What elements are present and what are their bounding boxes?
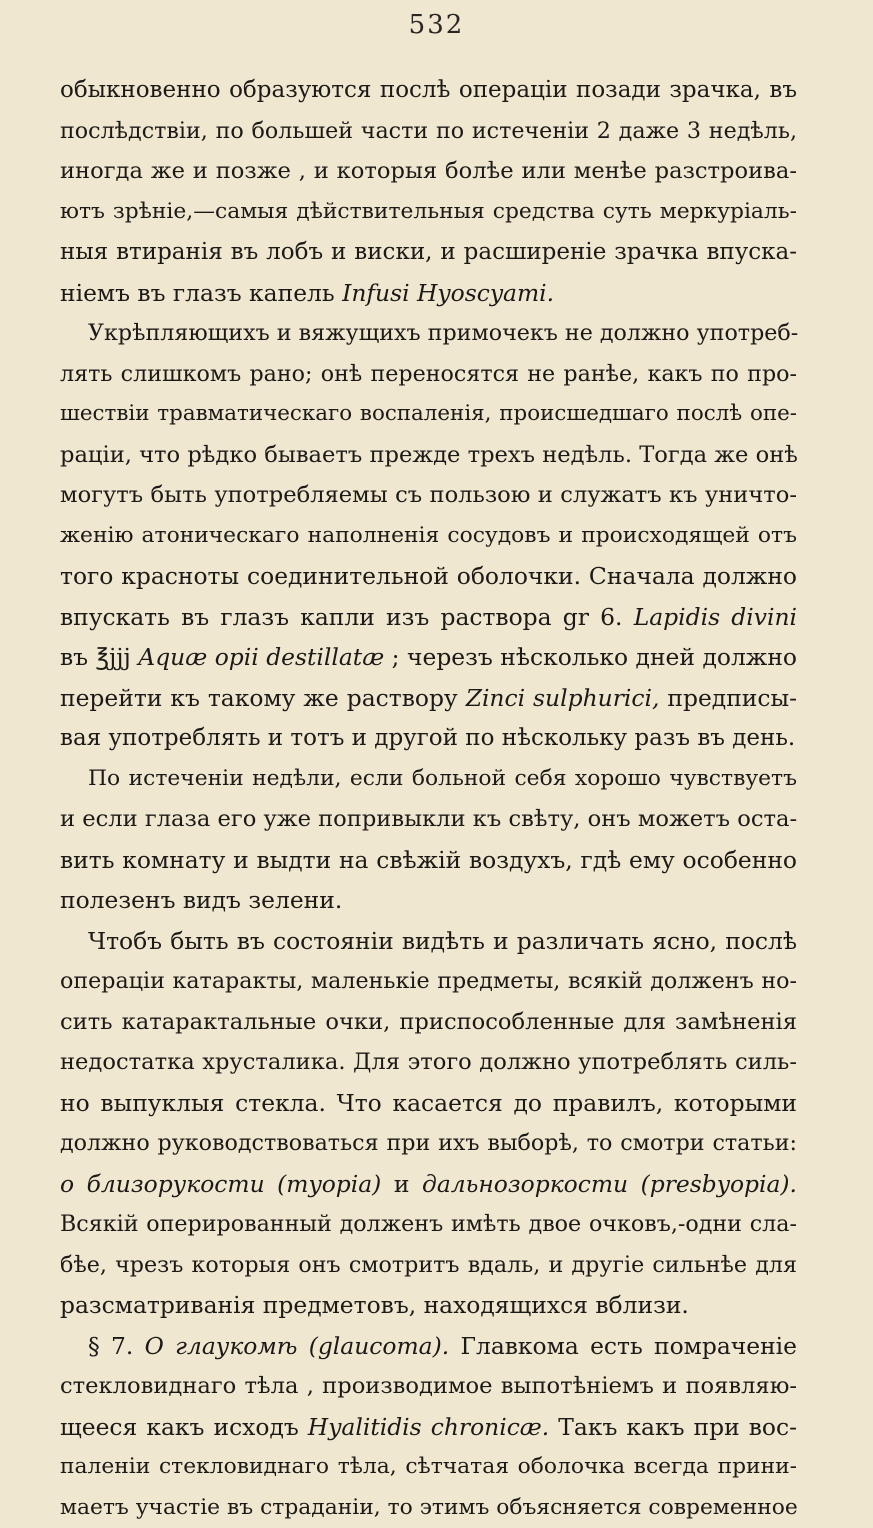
text-segment: ныя втиранія въ лобъ и виски, и расширеніе зрачка впуска- [60, 239, 797, 265]
text-segment: ютъ зрѣніе,—самыя дѣйствительныя средства суть меркуріаль- [60, 198, 797, 224]
text-line [60, 475, 797, 515]
text-line [88, 921, 797, 961]
text-segment: стекловиднаго тѣла , производимое выпотѣніемъ и появляю- [60, 1373, 797, 1399]
text-segment: послѣдствіи, по большей части по истеченіи 2 даже 3 недѣль, [60, 117, 797, 144]
text-line [60, 273, 797, 313]
text-line [88, 1326, 797, 1366]
text-segment: По истеченіи недѣли, если больной себя хорошо чувствуетъ [88, 765, 797, 791]
text-line [60, 1042, 797, 1082]
italic-text-segment: дальнозоркости (presbyopia). [422, 1169, 797, 1198]
text-segment: ; черезъ нѣсколько дней должно [384, 643, 797, 671]
text-segment: и если глаза его уже попривыкли къ свѣту, онъ можетъ оста- [60, 806, 798, 832]
text-line [60, 799, 797, 839]
italic-text-segment: Lapidis divini [633, 602, 797, 631]
text-segment: Укрѣпляющихъ и вяжущихъ примочекъ не должно употреб- [88, 320, 799, 346]
text-segment: сить катарактальные очки, приспособленные для замѣненія [60, 1008, 797, 1035]
text-line [60, 1083, 797, 1123]
text-segment: Главкома есть помраченіе [449, 1331, 797, 1360]
text-segment: перейти къ такому же раствору [60, 683, 466, 712]
text-line [60, 111, 797, 151]
text-line [60, 880, 797, 920]
text-segment: того красноты соединительной оболочки. Сначала должно [60, 562, 797, 590]
text-line [60, 1002, 797, 1042]
text-segment: иногда же и позже , и которыя болѣе или менѣе разстроива- [60, 158, 797, 184]
text-line [60, 961, 797, 1001]
text-line [60, 1164, 797, 1204]
text-line [60, 1407, 797, 1447]
text-segment: операціи катаракты, маленькіе предметы, всякій долженъ но- [60, 968, 797, 994]
text-segment: женію атоническаго наполненія сосудовъ и происходящей отъ [60, 522, 797, 548]
text-line [60, 597, 797, 637]
text-segment: ніемъ въ глазъ капель [60, 278, 343, 307]
text-segment: обыкновенно образуются послѣ операціи позади зрачка, въ [60, 77, 797, 103]
text-line [60, 394, 797, 434]
page-number: 532 [408, 10, 465, 40]
text-line [60, 1245, 797, 1285]
text-segment: но выпуклыя стекла. Что касается до правилъ, которыми [60, 1088, 797, 1117]
text-line [60, 1488, 797, 1528]
text-line [60, 1285, 797, 1325]
text-segment: вая употреблять и тотъ и другой по нѣскольку разъ въ день. [60, 725, 796, 751]
text-line [60, 1447, 797, 1487]
italic-text-segment: Infusi Hyoscyami. [342, 278, 555, 307]
text-line [60, 1204, 797, 1244]
text-line [60, 516, 797, 556]
text-segment: предписы- [659, 683, 797, 712]
italic-text-segment: Aquæ opii destillatæ [138, 643, 385, 671]
text-segment: могутъ быть употребляемы съ пользою и служатъ къ уничто- [60, 482, 797, 508]
text-line [60, 1366, 797, 1406]
text-segment: паленіи стекловиднаго тѣла, сѣтчатая оболочка всегда прини- [60, 1454, 797, 1479]
text-line [60, 151, 797, 191]
text-line [60, 70, 797, 110]
text-segment: недостатка хрусталика. Для этого должно употреблять силь- [60, 1049, 797, 1075]
text-segment: въ ℥jjj [60, 643, 139, 671]
text-line [88, 759, 797, 799]
italic-text-segment: О глаукомѣ (glaucoma). [144, 1331, 450, 1360]
text-segment: Такъ какъ при вос- [549, 1412, 797, 1441]
text-line [60, 1123, 797, 1163]
italic-text-segment: о близорукости (myopia) [60, 1169, 382, 1198]
text-segment: вить комнату и выдти на свѣжій воздухъ, гдѣ ему особенно [60, 845, 797, 874]
text-line [60, 232, 797, 272]
text-line [60, 678, 797, 718]
text-segment: маетъ участіе въ страданіи, то этимъ объясняется современное [60, 1494, 798, 1520]
text-segment: Всякій оперированный долженъ имѣть двое очковъ,-одни сла- [60, 1211, 797, 1237]
text-line [60, 840, 797, 880]
italic-text-segment: Zinci sulphurici, [465, 683, 660, 712]
text-segment: § 7. [88, 1331, 145, 1360]
text-segment: Чтобъ быть въ состояніи видѣть и различать ясно, послѣ [88, 926, 797, 955]
text-line [60, 435, 797, 475]
text-segment: щееся какъ исходъ [60, 1412, 308, 1441]
text-segment: лять слишкомъ рано; онѣ переносятся не ранѣе, какъ по про- [60, 360, 797, 387]
text-segment: разсматриванія предметовъ, находящихся вблизи. [60, 1291, 689, 1319]
text-line [60, 354, 797, 394]
italic-text-segment: Hyalitidis chronicæ. [307, 1412, 550, 1441]
text-line [60, 192, 797, 232]
text-segment: впускать въ глазъ капли изъ раствора gr 6. [60, 602, 634, 631]
text-segment: бѣе, чрезъ которыя онъ смотритъ вдаль, и другіе сильнѣе для [60, 1251, 797, 1278]
text-segment: шествіи травматическаго воспаленія, происшедшаго послѣ опе- [60, 401, 797, 426]
text-line [60, 718, 797, 758]
text-line [60, 556, 797, 596]
text-segment: должно руководствоваться при ихъ выборѣ, то смотри статьи: [60, 1130, 797, 1156]
text-segment: полезенъ видъ зелени. [60, 886, 343, 914]
text-segment: и [381, 1169, 422, 1198]
text-segment: раціи, что рѣдко бываетъ прежде трехъ недѣль. Тогда же онѣ [60, 441, 798, 468]
text-line [88, 313, 797, 353]
text-line [60, 637, 797, 677]
